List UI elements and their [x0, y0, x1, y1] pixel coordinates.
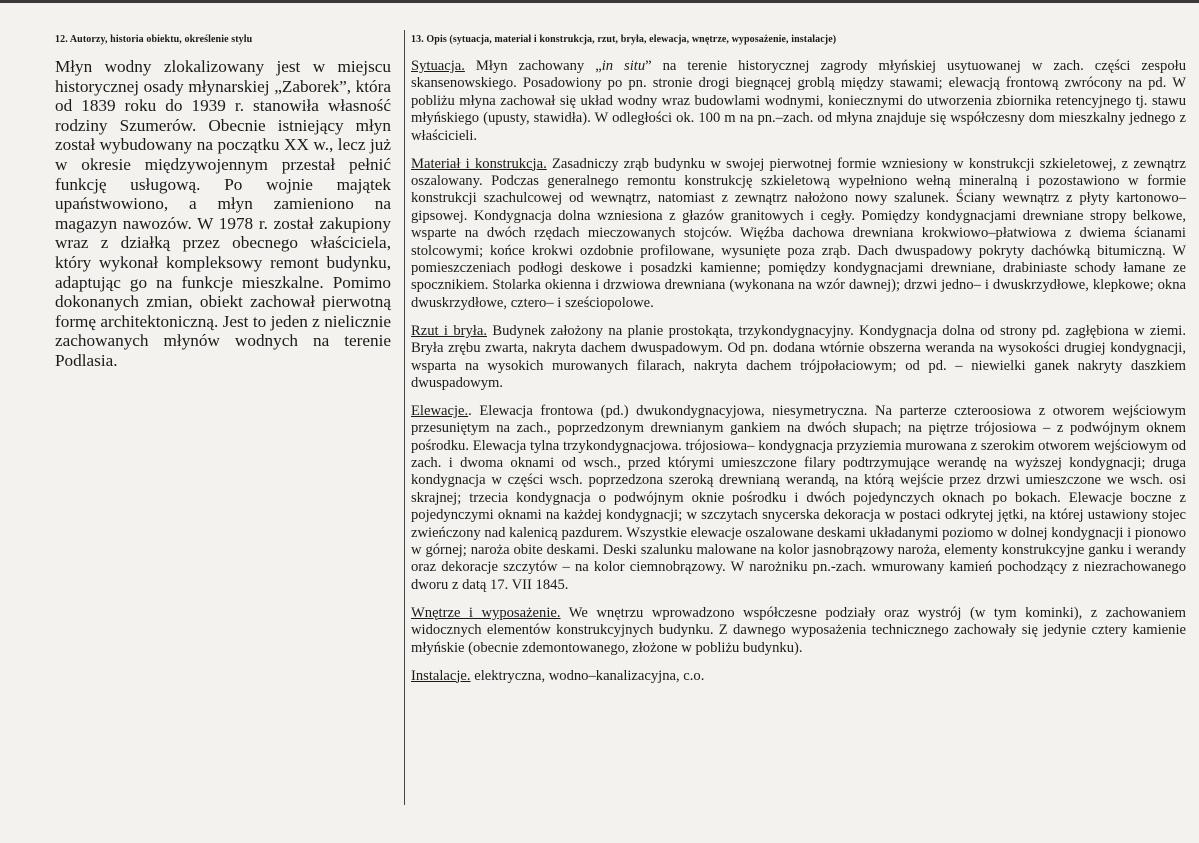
section-text: . Elewacja frontowa (pd.) dwukondygnacyjowa, niesymetryczna. Na parterze czteroosiowa z otworem wejściowym przesuniętym na zach., poprzedzonym drewnianym gankiem na dwóch słupach; na piętrze trójosiowa – z podwójnym oknem pośrodku. Elewacja tylna trzykondygnacjowa. trójosiowa– kondygnacja przyziemia murowana z szerokim otworem wejściowym od zach. i dwoma oknami od wsch., przed którymi umieszczone filary podtrzymujące werandę na wyższej kondygnacji; druga kondygnacja w części wsch. poprzedzona szeroką drewnianą werandą, na którą wejście przez drzwi umieszczone we wsch. osi skrajnej; trzecia kondygnacja o podwójnym oknie pośrodku i dwóch pojedynczych oknach po bokach. Elewacje boczne z pojedynczymi oknami na każdej kondygnacji; w szczytach snycerska dekoracja w postaci odkrytej jętki, na której ustawiony stojec zwieńczony nad kalenicą pazdurem. Wszystkie elewacje oszalowane deskami układanymi poziomo w dolnej kondygnacji i pionowo w górnej; naroża obite deskami. Deski szalunku malowane na kolor jasnobrązowy naroża, elementy konstrukcyjne ganku i werandy oraz dekoracje szczytów – na kolor ciemnobrązowy. W narożniku pn.-zach. wmurowany kamień pochodzący z niezrachowanego dworu z datą 17. VII 1845. — [411, 402, 1186, 593]
section-interior — [411, 605, 1186, 657]
description-heading: 13. Opis (sytuacja, materiał i konstrukcja, rzut, bryła, elewacja, wnętrze, wyposażenie, instalacje) — [411, 34, 837, 45]
section-italic: in situ — [601, 58, 646, 74]
section-material — [411, 156, 1186, 313]
scan-edge — [0, 0, 1199, 3]
section-text: Budynek założony na planie prostokąta, trzykondygnacyjny. Kondygnacja dolna od strony pd. zagłębiona w ziemi. Bryła zrębu zwarta, nakryta dachem dwuspadowym. Od pn. dodana wtórnie obszerna weranda na wysokości drugiej kondygnacji, wsparta na wysokich murowanych filarach, nakryta dachem trójpołaciowym; od pd. – niewielki ganek nakryty daszkiem dwuspadowym. — [411, 322, 1186, 391]
section-title: Elewacje. — [411, 402, 469, 419]
section-title: Instalacje. — [411, 667, 471, 684]
column-divider — [404, 30, 405, 805]
section-situation — [411, 58, 1186, 145]
section-text: We wnętrzu wprowadzono współczesne podziały oraz wystrój (w tym kominki), z zachowaniem widocznych elementów konstrukcyjnych budynku. Z dawnego wyposażenia technicznego zachowały się jedynie cztery kamienie młyńskie (obecnie zdemontowanego, złożone w pobliżu budynku). — [411, 604, 1186, 656]
section-elevations — [411, 403, 1186, 594]
section-plan — [411, 323, 1186, 393]
section-title: Materiał i konstrukcja. — [411, 155, 547, 172]
history-text: Młyn wodny zlokalizowany jest w miejscu historycznej osady młynarskiej „Zaborek”, która od 1839 roku do 1939 r. stanowiła własność rodziny Szumerów. Obecnie istniejący młyn został wybudowany na początku XX w., lecz już w okresie międzywojennym przestał pełnić funkcję usługową. Po wojnie majątek upaństwowiono, a młyn zamieniono na magazyn nawozów. W 1978 r. został zakupiony wraz z działką przez obecnego właściciela, który wykonał kompleksowy remont budynku, adaptując go na funkcje mieszkalne. Pomimo dokonanych zmian, obiekt zachował pierwotną formę architektoniczną. Jest to jeden z nielicznie zachowanych młynów wodnych na terenie Podlasia. — [55, 57, 391, 370]
section-text: Młyn zachowany „ — [464, 58, 602, 74]
section-title: Rzut i bryła. — [411, 322, 487, 339]
section-text: elektryczna, wodno–kanalizacyjna, c.o. — [470, 667, 705, 684]
section-text: ” na terenie historycznej zagrody młyńskiej usytuowanej w zach. części zespołu skansenowskiego. Posadowiony po pn. stronie drogi biegnącej groblą między stawami; elewacją frontową zwrócony na pd. W pobliżu młyna zachował się układ wodny wraz budowlami wodnymi, koniecznymi do utworzenia zbiornika retencyjnego tj. stawu młyńskiego (upusty, stawidła). W odległości ok. 100 m na pn.–zach. od młyna znajduje się współczesny dom mieszkalny jednego z właścicieli. — [411, 58, 1186, 144]
section-title: Sytuacja. — [411, 58, 465, 74]
section-installations — [411, 668, 1186, 685]
section-text: Zasadniczy zrąb budynku w swojej pierwotnej formie wzniesiony w konstrukcji szkieletowej, z zewnątrz oszalowany. Podczas generalnego remontu konstrukcję szkieletową wypełniono wełną mineralną i pozostawiono w formie konstrukcji szachulcowej od wewnątrz, natomiast z zewnątrz nałożono nowy szalunek. Ściany wewnątrz z płyty kartonowo–gipsowej. Kondygnacja dolna wzniesiona z głazów granitowych i cegły. Pomiędzy kondygnacjami drewniane stropy belkowe, wsparte na dwóch rzędach mieczowanych stojców. Więźba dachowa drewniana krokwiowo–płatwiowa z dwiema ścianami stolcowymi; końce krokwi ozdobnie profilowane, wysunięte poza zrąb. Dach dwuspadowy pokryty dachówką bitumiczną. W pomieszczeniach podłogi deskowe i posadzki kamienne; pomiędzy kondygnacjami drewniane, drabiniaste schody łamane ze spocznikiem. Stolarka okienna i drzwiowa drewniana (wykonana na wzór dawnej); drzwi jedno– i dwuskrzydłowe, klepkowe; okna dwuskrzydłowe, cztero– i sześciopolowe. — [411, 155, 1186, 311]
history-column — [55, 34, 391, 371]
description-column — [411, 34, 1186, 695]
section-title: Wnętrze i wyposażenie. — [411, 604, 561, 621]
history-heading: 12. Autorzy, historia obiektu, określenie stylu — [55, 34, 253, 45]
